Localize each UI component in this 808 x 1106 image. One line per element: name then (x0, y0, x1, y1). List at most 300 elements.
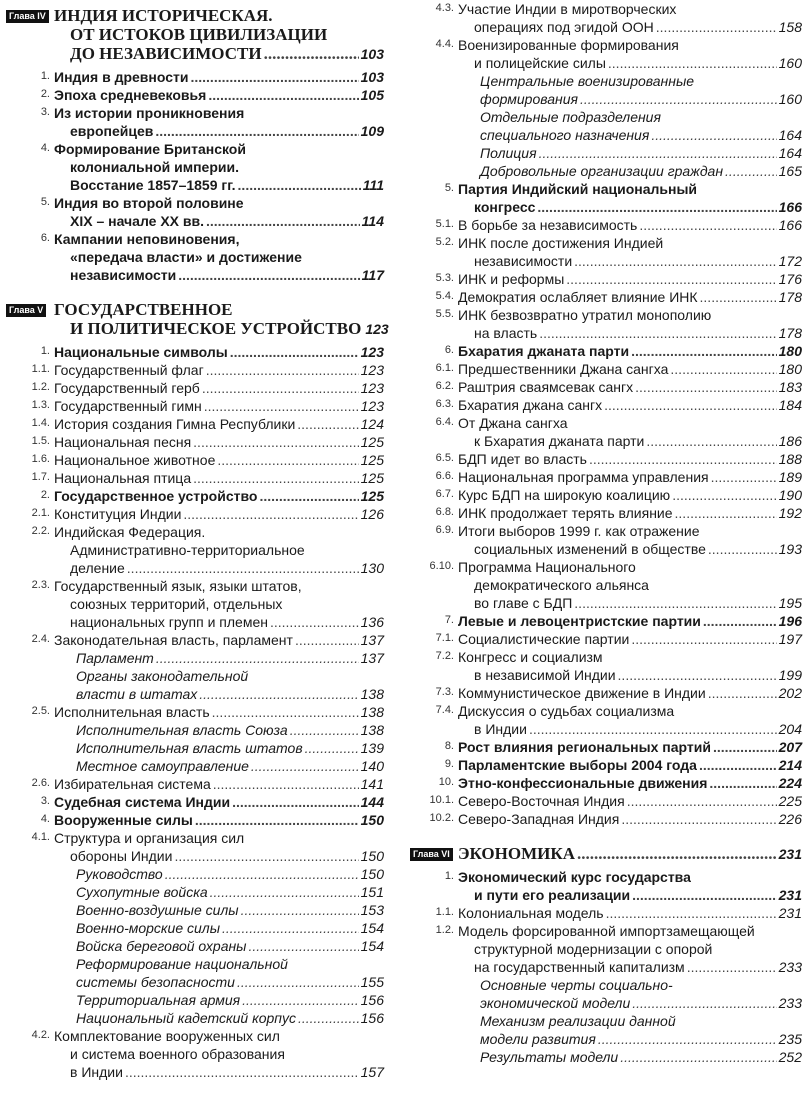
dot-leader (298, 1009, 359, 1027)
dot-leader (208, 86, 358, 104)
page-number: 176 (778, 271, 802, 287)
page-number: 139 (360, 740, 384, 756)
entry-number: 1.2. (435, 924, 454, 936)
toc-entry[interactable] (0, 703, 384, 721)
toc-entry[interactable] (0, 955, 384, 991)
toc-entry[interactable] (404, 976, 802, 1012)
entry-line: Полиция (480, 145, 537, 161)
entry-title (76, 991, 384, 1009)
entry-title (76, 901, 384, 919)
toc-entry[interactable] (404, 612, 802, 630)
toc-entry[interactable] (404, 414, 802, 450)
entry-title (458, 378, 802, 396)
entry-line: И ПОЛИТИЧЕСКОЕ УСТРОЙСТВО (70, 319, 362, 338)
entry-title (54, 1027, 384, 1081)
toc-entry[interactable] (0, 865, 384, 883)
entry-line: на государственный капитализм (474, 959, 685, 975)
toc-entry[interactable] (404, 162, 802, 180)
entry-last-line (458, 468, 802, 486)
toc-entry[interactable] (404, 904, 802, 922)
entry-line: Комплектование вооруженных сил (54, 1028, 280, 1044)
toc-entry[interactable] (0, 757, 384, 775)
entry-last-line (54, 379, 384, 397)
entry-line: ОТ ИСТОКОВ ЦИВИЛИЗАЦИИ (70, 25, 328, 44)
toc-entry[interactable] (0, 140, 384, 194)
entry-line: в Индии (70, 1064, 123, 1080)
page-number: 130 (360, 560, 384, 576)
toc-entry[interactable] (404, 108, 802, 144)
entry-last-line (458, 252, 802, 270)
entry-number: 5.4. (435, 290, 454, 302)
page-number: 226 (778, 811, 802, 827)
dot-leader (627, 792, 777, 810)
dot-leader (604, 396, 777, 414)
entry-last-line (458, 324, 802, 342)
toc-entry[interactable] (404, 504, 802, 522)
toc-entry[interactable] (404, 702, 802, 738)
entry-title (54, 505, 384, 523)
entry-line: Участие Индии в миротворческих (458, 1, 677, 17)
toc-entry[interactable] (0, 793, 384, 811)
entry-number: 10.2. (429, 812, 454, 824)
entry-last-line (458, 450, 802, 468)
dot-leader (206, 212, 360, 230)
toc-entry[interactable] (404, 868, 802, 904)
entry-title (54, 68, 384, 86)
toc-entry[interactable] (0, 775, 384, 793)
dot-leader (195, 811, 359, 829)
entry-number: 2.2. (31, 525, 50, 537)
toc-entry[interactable] (0, 1027, 384, 1081)
page-number: 224 (778, 775, 802, 791)
toc-entry[interactable] (404, 216, 802, 234)
entry-line: обороны Индии (70, 848, 173, 864)
entry-line: Бхаратия джана сангх (458, 397, 603, 413)
entry-number: 6. (40, 232, 50, 244)
toc-right-column (404, 0, 802, 1066)
entry-number: 6.8. (435, 506, 454, 518)
page-number: 214 (778, 757, 802, 773)
entry-number: 7.1. (435, 632, 454, 644)
page-number: 151 (360, 884, 384, 900)
entry-line: История создания Гимна Республики (54, 416, 296, 432)
entry-last-line (76, 883, 384, 901)
page-number: 150 (360, 848, 384, 864)
toc-entry[interactable] (404, 1048, 802, 1066)
dot-leader (672, 486, 776, 504)
dot-leader (199, 685, 358, 703)
toc-entry[interactable] (404, 1012, 802, 1048)
entry-number: 1. (40, 70, 50, 82)
toc-entry[interactable] (0, 433, 384, 451)
entry-title (458, 684, 802, 702)
dot-leader (574, 594, 776, 612)
entry-last-line (458, 810, 802, 828)
toc-entry[interactable] (404, 810, 802, 828)
entry-line: деление (70, 560, 125, 576)
page-number: 180 (778, 361, 802, 377)
entry-title (54, 703, 384, 721)
entry-title (458, 450, 802, 468)
toc-entry[interactable] (404, 144, 802, 162)
entry-title (458, 756, 802, 774)
entry-title (54, 104, 384, 140)
page-number: 125 (360, 488, 384, 504)
entry-line: Эпоха средневековья (54, 87, 207, 103)
entry-title (54, 793, 384, 811)
toc-entry[interactable] (0, 361, 384, 379)
entry-last-line (76, 865, 384, 883)
page-number: 123 (360, 362, 384, 378)
entry-number: 6. (444, 344, 454, 356)
toc-entry[interactable] (0, 86, 384, 104)
dot-leader (222, 919, 359, 937)
entry-line: Исполнительная власть Союза (76, 722, 288, 738)
toc-entry[interactable] (404, 342, 802, 360)
entry-line: Индия во второй половине (54, 195, 244, 211)
entry-last-line (54, 703, 384, 721)
toc-entry[interactable] (0, 577, 384, 631)
toc-entry[interactable] (404, 180, 802, 216)
page-number: 103 (360, 69, 384, 85)
entry-last-line (76, 649, 384, 667)
entry-last-line (54, 319, 389, 339)
dot-leader (183, 505, 358, 523)
entry-line: Парламентские выборы 2004 года (458, 757, 697, 773)
entry-last-line (458, 288, 802, 306)
entry-line: Отдельные подразделения (480, 109, 661, 125)
page-number: 166 (778, 199, 802, 215)
entry-line: Бхаратия джаната парти (458, 343, 630, 359)
toc-entry[interactable] (0, 919, 384, 937)
entry-number: 4.2. (31, 1029, 50, 1041)
toc-entry[interactable] (404, 396, 802, 414)
toc-entry[interactable] (0, 68, 384, 86)
toc-entry[interactable] (404, 72, 802, 108)
entry-number: 1.4. (31, 417, 50, 429)
page-number: 189 (778, 469, 802, 485)
page-number: 153 (360, 902, 384, 918)
dot-leader (618, 666, 777, 684)
chapter-title (54, 300, 389, 339)
toc-entry[interactable] (0, 991, 384, 1009)
entry-last-line (54, 487, 384, 505)
page-number: 138 (360, 722, 384, 738)
toc-entry[interactable] (0, 937, 384, 955)
page-number: 172 (778, 253, 802, 269)
entry-last-line (458, 738, 802, 756)
toc-entry[interactable] (0, 523, 384, 577)
dot-leader (174, 847, 358, 865)
toc-entry[interactable] (0, 667, 384, 703)
entry-line: Военно-морские силы (76, 920, 220, 936)
entry-number: 2.6. (31, 777, 50, 789)
entry-line: Экономический курс государства (458, 869, 691, 885)
entry-line: ИНК продолжает терять влияние (458, 505, 673, 521)
section-gap (0, 284, 384, 294)
entry-last-line (458, 54, 802, 72)
entry-last-line (54, 266, 384, 284)
page-number: 144 (360, 794, 384, 810)
entry-title (480, 1012, 802, 1048)
entry-line: в независимой Индии (474, 667, 616, 683)
toc-entry[interactable] (0, 469, 384, 487)
entry-line: конгресс (474, 199, 536, 215)
toc-entry[interactable] (404, 288, 802, 306)
toc-entry[interactable] (0, 230, 384, 284)
entry-line: Государственный язык, языки штатов, (54, 578, 302, 594)
dot-leader (537, 198, 776, 216)
entry-line: Механизм реализации данной (480, 1013, 676, 1029)
entry-last-line (458, 198, 802, 216)
entry-last-line (458, 504, 802, 522)
entry-title (54, 397, 384, 415)
dot-leader (675, 504, 777, 522)
entry-last-line (54, 1063, 384, 1081)
entry-line: Исполнительная власть штатов (76, 740, 303, 756)
page-number: 157 (360, 1064, 384, 1080)
dot-leader (646, 432, 776, 450)
dot-leader (125, 1063, 359, 1081)
entry-line: Основные черты социально- (480, 977, 673, 993)
entry-last-line (54, 451, 384, 469)
entry-line: От Джана сангха (458, 415, 568, 431)
toc-entry[interactable] (404, 468, 802, 486)
entry-title (54, 577, 384, 631)
toc-entry[interactable] (0, 104, 384, 140)
entry-line: ИНК и реформы (458, 271, 565, 287)
dot-leader (178, 266, 359, 284)
entry-last-line (54, 361, 384, 379)
entry-number: 3. (40, 106, 50, 118)
entry-last-line (458, 216, 802, 234)
toc-entry[interactable] (0, 649, 384, 667)
toc-entry[interactable] (404, 522, 802, 558)
dot-leader (217, 451, 358, 469)
entry-number: 6.4. (435, 416, 454, 428)
entry-title (54, 775, 384, 793)
dot-leader (248, 937, 358, 955)
toc-entry[interactable] (0, 739, 384, 757)
entry-number: 5. (40, 196, 50, 208)
entry-title (76, 865, 384, 883)
toc-entry[interactable] (0, 487, 384, 505)
toc-entry[interactable] (0, 451, 384, 469)
toc-entry[interactable] (404, 756, 802, 774)
toc-entry[interactable] (404, 450, 802, 468)
entry-last-line (76, 919, 384, 937)
toc-entry[interactable] (404, 558, 802, 612)
entry-line: ГОСУДАРСТВЕННОЕ (54, 300, 233, 319)
section-gap (404, 828, 802, 838)
dot-leader (708, 684, 777, 702)
entry-number: 4. (40, 142, 50, 154)
entry-last-line (54, 793, 384, 811)
toc-entry[interactable] (404, 774, 802, 792)
page-number: 103 (360, 46, 384, 62)
entry-number: 10.1. (429, 794, 454, 806)
toc-entry[interactable] (0, 721, 384, 739)
entry-line: Индийская Федерация. (54, 524, 206, 540)
entry-title (458, 414, 802, 450)
dot-leader (213, 775, 359, 793)
entry-line: ЭКОНОМИКА (458, 844, 575, 863)
entry-line: власти в штатах (76, 686, 198, 702)
entry-last-line (458, 774, 802, 792)
entry-last-line (458, 270, 802, 288)
entry-title (54, 86, 384, 104)
dot-leader (708, 540, 777, 558)
dot-leader (156, 649, 359, 667)
entry-line: XIX – начале XX вв. (70, 213, 204, 229)
toc-entry[interactable] (404, 792, 802, 810)
dot-leader (270, 613, 359, 631)
dot-leader (606, 904, 777, 922)
toc-left-column (0, 0, 389, 1081)
toc-entry[interactable] (404, 378, 802, 396)
entry-line: в Индии (474, 721, 527, 737)
entry-number: 1.6. (31, 453, 50, 465)
entry-line: Реформирование национальной (76, 956, 288, 972)
entry-last-line (54, 559, 384, 577)
toc-entry[interactable] (0, 631, 384, 649)
dot-leader (232, 793, 359, 811)
entry-last-line (54, 397, 384, 415)
entry-last-line (458, 684, 802, 702)
entry-line: Вооруженные силы (54, 812, 193, 828)
entry-line: «передача власти» и достижение (70, 249, 302, 265)
toc-entry[interactable] (404, 738, 802, 756)
dot-leader (212, 703, 359, 721)
toc-entry[interactable] (404, 648, 802, 684)
toc-entry[interactable] (0, 194, 384, 230)
entry-last-line (458, 378, 802, 396)
page-number: 150 (360, 812, 384, 828)
toc-entry[interactable] (0, 505, 384, 523)
toc-entry[interactable] (404, 306, 802, 342)
page-number: 196 (778, 613, 802, 629)
entry-line: операциях под эгидой ООН (474, 19, 654, 35)
entry-title (458, 792, 802, 810)
entry-line: Кампании неповиновения, (54, 231, 240, 247)
entry-title (54, 140, 384, 194)
toc-entry[interactable] (404, 630, 802, 648)
page-number: 204 (778, 721, 802, 737)
entry-number: 6.1. (435, 362, 454, 374)
toc-entry[interactable] (0, 829, 384, 865)
dot-leader (165, 865, 359, 883)
dot-leader (290, 721, 359, 739)
entry-number: 2. (40, 88, 50, 100)
toc-entry[interactable] (0, 883, 384, 901)
toc-entry[interactable] (404, 234, 802, 270)
entry-title (458, 738, 802, 756)
toc-entry[interactable] (0, 397, 384, 415)
chapter-badge: Глава V (6, 304, 46, 317)
toc-entry[interactable] (0, 343, 384, 361)
dot-leader (631, 630, 776, 648)
toc-entry[interactable] (404, 922, 802, 976)
dot-leader (656, 18, 777, 36)
toc-entry[interactable] (404, 486, 802, 504)
page-number: 188 (778, 451, 802, 467)
entry-line: Парламент (76, 650, 154, 666)
entry-title (458, 922, 802, 976)
entry-line: Национальное животное (54, 452, 216, 468)
entry-number: 2.3. (31, 579, 50, 591)
page-number: 190 (778, 487, 802, 503)
toc-entry[interactable] (0, 1009, 384, 1027)
toc-entry[interactable] (0, 901, 384, 919)
toc-entry[interactable] (404, 0, 802, 36)
page-number: 123 (360, 344, 384, 360)
entry-last-line (54, 343, 384, 361)
entry-last-line (458, 844, 802, 864)
entry-line: Органы законодательной (76, 668, 249, 684)
page-number: 160 (778, 91, 802, 107)
entry-number: 6.3. (435, 398, 454, 410)
toc-entry[interactable] (404, 360, 802, 378)
entry-line: Военизированные формирования (458, 37, 679, 53)
dot-leader (297, 415, 358, 433)
toc-entry[interactable] (404, 684, 802, 702)
entry-number: 4.1. (31, 831, 50, 843)
entry-title (54, 361, 384, 379)
entry-title (458, 702, 802, 738)
toc-entry[interactable] (0, 379, 384, 397)
entry-line: Национальная программа управления (458, 469, 709, 485)
entry-last-line (76, 973, 384, 991)
entry-title (54, 379, 384, 397)
entry-last-line (458, 540, 802, 558)
entry-line: Избирательная система (54, 776, 211, 792)
entry-line: Северо-Западная Индия (458, 811, 620, 827)
dot-leader (264, 44, 359, 63)
chapter-badge: Глава VI (410, 848, 453, 861)
toc-entry[interactable] (404, 36, 802, 72)
entry-number: 1.5. (31, 435, 50, 447)
dot-leader (259, 487, 358, 505)
entry-last-line (480, 126, 802, 144)
entry-last-line (54, 505, 384, 523)
dot-leader (589, 450, 777, 468)
entry-line: Руководство (76, 866, 163, 882)
entry-number: 2.1. (31, 507, 50, 519)
entry-title (458, 180, 802, 216)
dot-leader (237, 973, 359, 991)
dot-leader (577, 844, 777, 863)
entry-line: на власть (474, 325, 538, 341)
entry-line: Восстание 1857–1859 гг. (70, 177, 236, 193)
dot-leader (651, 126, 776, 144)
page-number: 138 (360, 686, 384, 702)
entry-line: В борьбе за независимость (458, 217, 638, 233)
entry-title (54, 451, 384, 469)
entry-line: Итоги выборов 1999 г. как отражение (458, 523, 700, 539)
entry-title (458, 486, 802, 504)
toc-entry[interactable] (0, 415, 384, 433)
dot-leader (206, 361, 359, 379)
entry-last-line (458, 594, 802, 612)
entry-line: ИНК безвозвратно утратил монополию (458, 307, 712, 323)
toc-entry[interactable] (404, 270, 802, 288)
dot-leader (204, 397, 359, 415)
entry-last-line (458, 342, 802, 360)
page-number: 126 (360, 506, 384, 522)
entry-line: социальных изменений в обществе (474, 541, 706, 557)
toc-entry[interactable] (0, 811, 384, 829)
page-number: 235 (778, 1031, 802, 1047)
